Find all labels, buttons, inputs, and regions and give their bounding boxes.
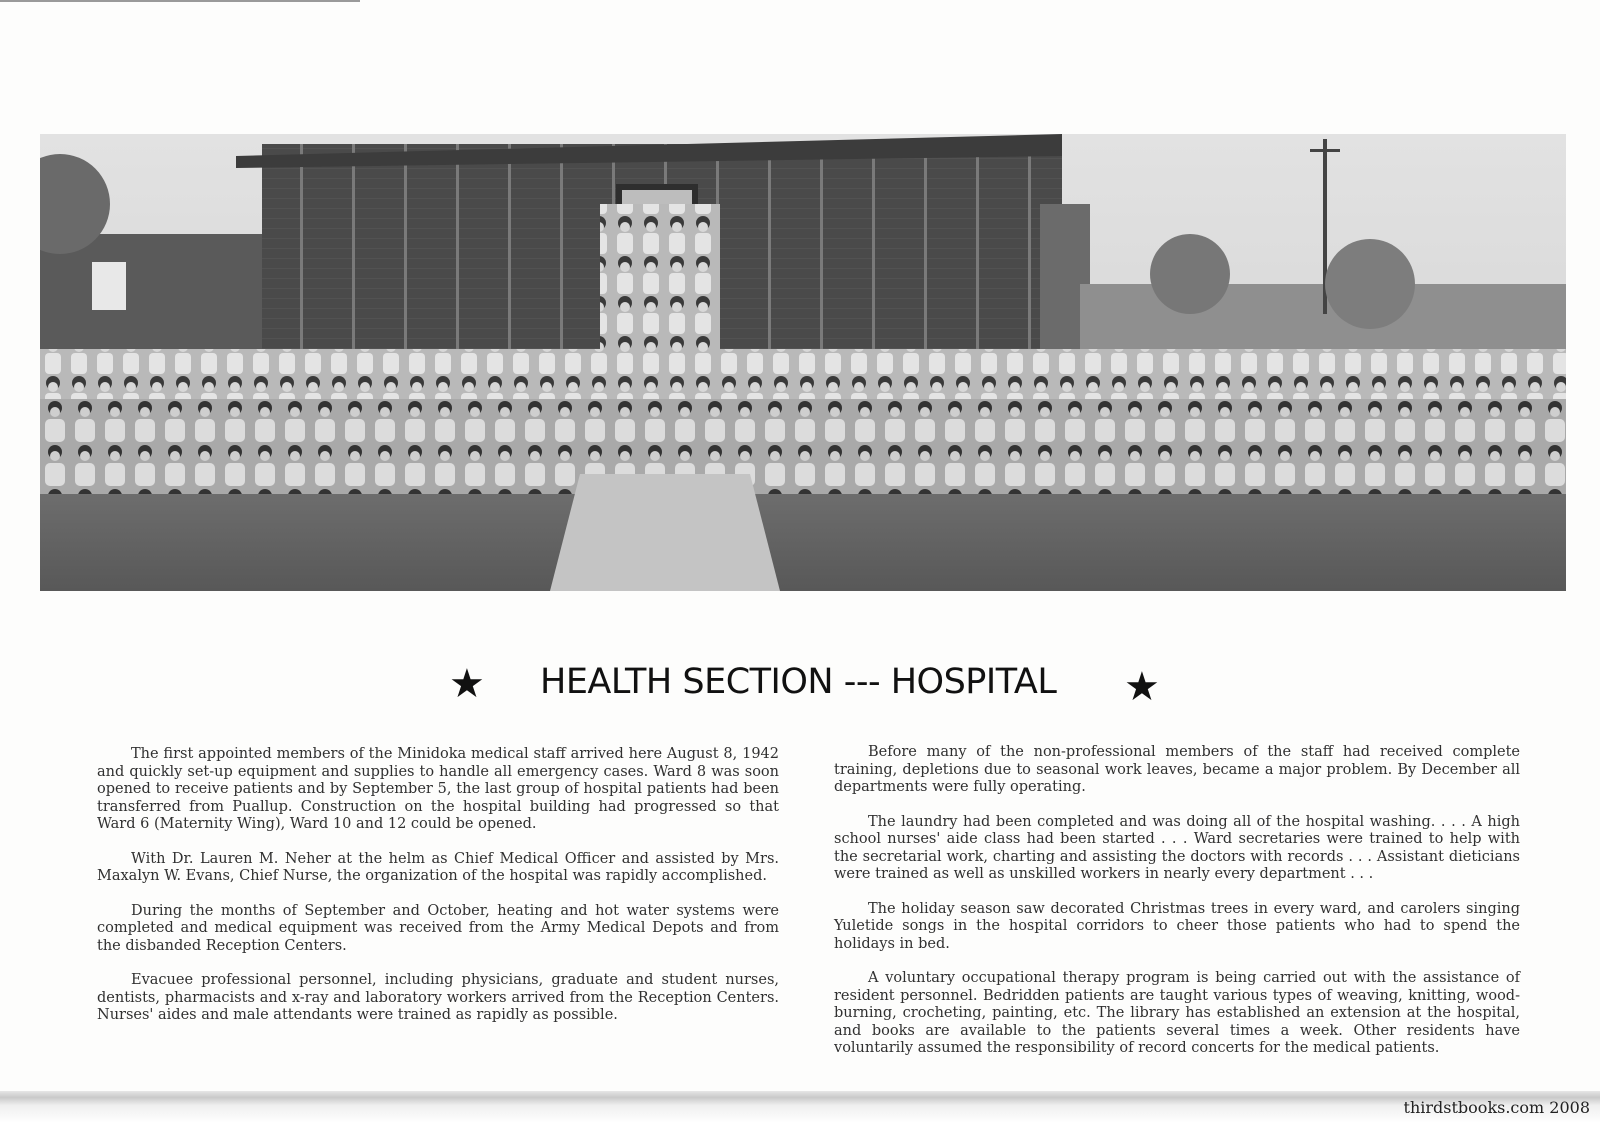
scan-edge-line <box>0 0 360 2</box>
section-heading <box>0 662 1600 712</box>
paragraph: The first appointed members of the Minidoka medical staff arrived here August 8, 1942 and quickly set-up equipment and supplies to handle all emergency cases. Ward 8 was soon opened to receive patients and by September 5, the last group of hospital patients had been transferred from Puallup. Construction on the hospital building had progressed so that Ward 6 (Maternity Wing), Ward 10 and 12 could be opened. <box>97 746 779 832</box>
group-photo <box>40 134 1566 591</box>
left-column <box>97 746 779 1042</box>
paragraph: During the months of September and October, heating and hot water systems were completed and medical equipment was received from the Army Medical Depots and from the disbanded Reception Centers. <box>97 902 779 954</box>
page-title: HEALTH SECTION --- HOSPITAL <box>540 662 1057 702</box>
watermark: thirdstbooks.com 2008 <box>1403 1098 1590 1117</box>
star-icon: ★ <box>1124 664 1160 710</box>
right-column <box>834 744 1520 1075</box>
paragraph: Evacuee professional personnel, including physicians, graduate and student nurses, dentists, pharmacists and x-ray and laboratory workers arrived from the Reception Centers. Nurses' aides and male attendants were trained as rapidly as possible. <box>97 972 779 1023</box>
paragraph: The laundry had been completed and was doing all of the hospital washing. . . . A high school nurses' aide class had been started . . . Ward secretaries were trained to help with the secretarial work, charting and assisting the doctors with records . . . Assistant dieticians were trained as well as unskilled workers in nearly every department . . . <box>834 813 1520 882</box>
paragraph: The holiday season saw decorated Christmas trees in every ward, and carolers singing Yuletide songs in the hospital corridors to cheer those patients who had to spend the holidays in bed. <box>834 900 1520 952</box>
paragraph: A voluntary occupational therapy program is being carried out with the assistance of resident personnel. Bedridden patients are taught various types of weaving, knitting, wood-burning, crocheting, painting, etc. The library has established an extension at the hospital, and books are available to the patients several times a week. Other residents have voluntarily assumed the responsibility of record concerts for the medical patients. <box>834 970 1520 1056</box>
paragraph: Before many of the non-professional members of the staff had received complete training, depletions due to seasonal work leaves, became a major problem. By December all departments were fully operating. <box>834 744 1520 795</box>
group-photo-icon <box>40 134 1566 591</box>
star-icon: ★ <box>449 661 485 707</box>
paragraph: With Dr. Lauren M. Neher at the helm as Chief Medical Officer and assisted by Mrs. Maxalyn W. Evans, Chief Nurse, the organization of the hospital was rapidly accomplished. <box>97 850 779 884</box>
scan-page-edge <box>0 1091 1600 1123</box>
